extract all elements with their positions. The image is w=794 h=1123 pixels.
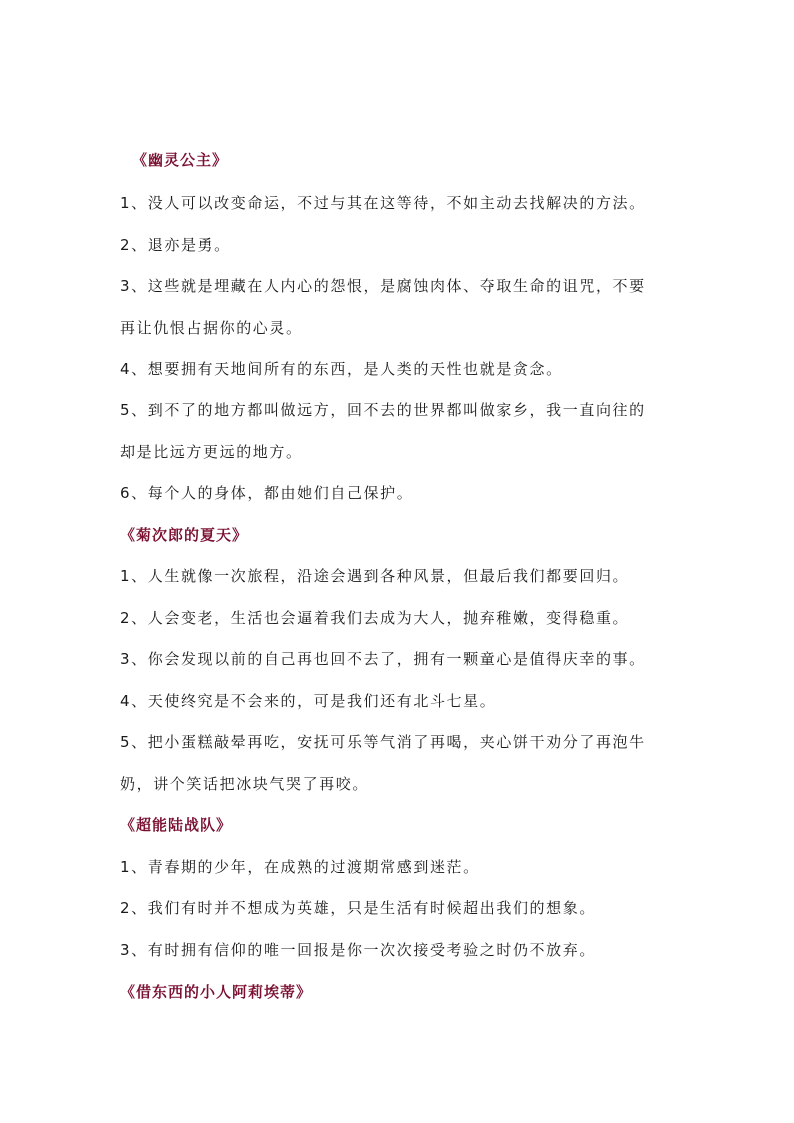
quote-line: 3、你会发现以前的自己再也回不去了，拥有一颗童心是值得庆幸的事。 (120, 650, 646, 668)
quote-line: 5、到不了的地方都叫做远方，回不去的世界都叫做家乡，我一直向往的 (120, 401, 646, 419)
section-title: 《超能陆战队》 (120, 816, 233, 834)
quote-line: 再让仇恨占据你的心灵。 (120, 319, 303, 337)
quote-line: 6、每个人的身体，都由她们自己保护。 (120, 484, 414, 502)
quote-line: 3、这些就是埋藏在人内心的怨恨，是腐蚀肉体、夺取生命的诅咒，不要 (120, 277, 646, 295)
section-title: 《幽灵公主》 (132, 151, 229, 169)
quote-line: 4、想要拥有天地间所有的东西，是人类的天性也就是贪念。 (120, 360, 563, 378)
quote-line: 2、我们有时并不想成为英雄，只是生活有时候超出我们的想象。 (120, 899, 596, 917)
quote-line: 1、没人可以改变命运，不过与其在这等待，不如主动去找解决的方法。 (120, 194, 646, 212)
quote-line: 1、青春期的少年，在成熟的过渡期常感到迷茫。 (120, 858, 480, 876)
section-title: 《菊次郎的夏天》 (120, 526, 249, 544)
section-title: 《借东西的小人阿莉埃蒂》 (120, 983, 313, 1001)
quote-line: 却是比远方更远的地方。 (120, 443, 303, 461)
quote-line: 3、有时拥有信仰的唯一回报是你一次次接受考验之时仍不放弃。 (120, 941, 596, 959)
quote-line: 1、人生就像一次旅程，沿途会遇到各种风景，但最后我们都要回归。 (120, 567, 630, 585)
quote-line: 5、把小蛋糕敲晕再吃，安抚可乐等气消了再喝，夹心饼干劝分了再泡牛 (120, 733, 646, 751)
quote-line: 4、天使终究是不会来的，可是我们还有北斗七星。 (120, 692, 497, 710)
quote-line: 2、人会变老，生活也会逼着我们去成为大人，抛弃稚嫩，变得稳重。 (120, 609, 630, 627)
quote-line: 2、退亦是勇。 (120, 236, 231, 254)
quote-line: 奶，讲个笑话把冰块气哭了再咬。 (120, 775, 370, 793)
